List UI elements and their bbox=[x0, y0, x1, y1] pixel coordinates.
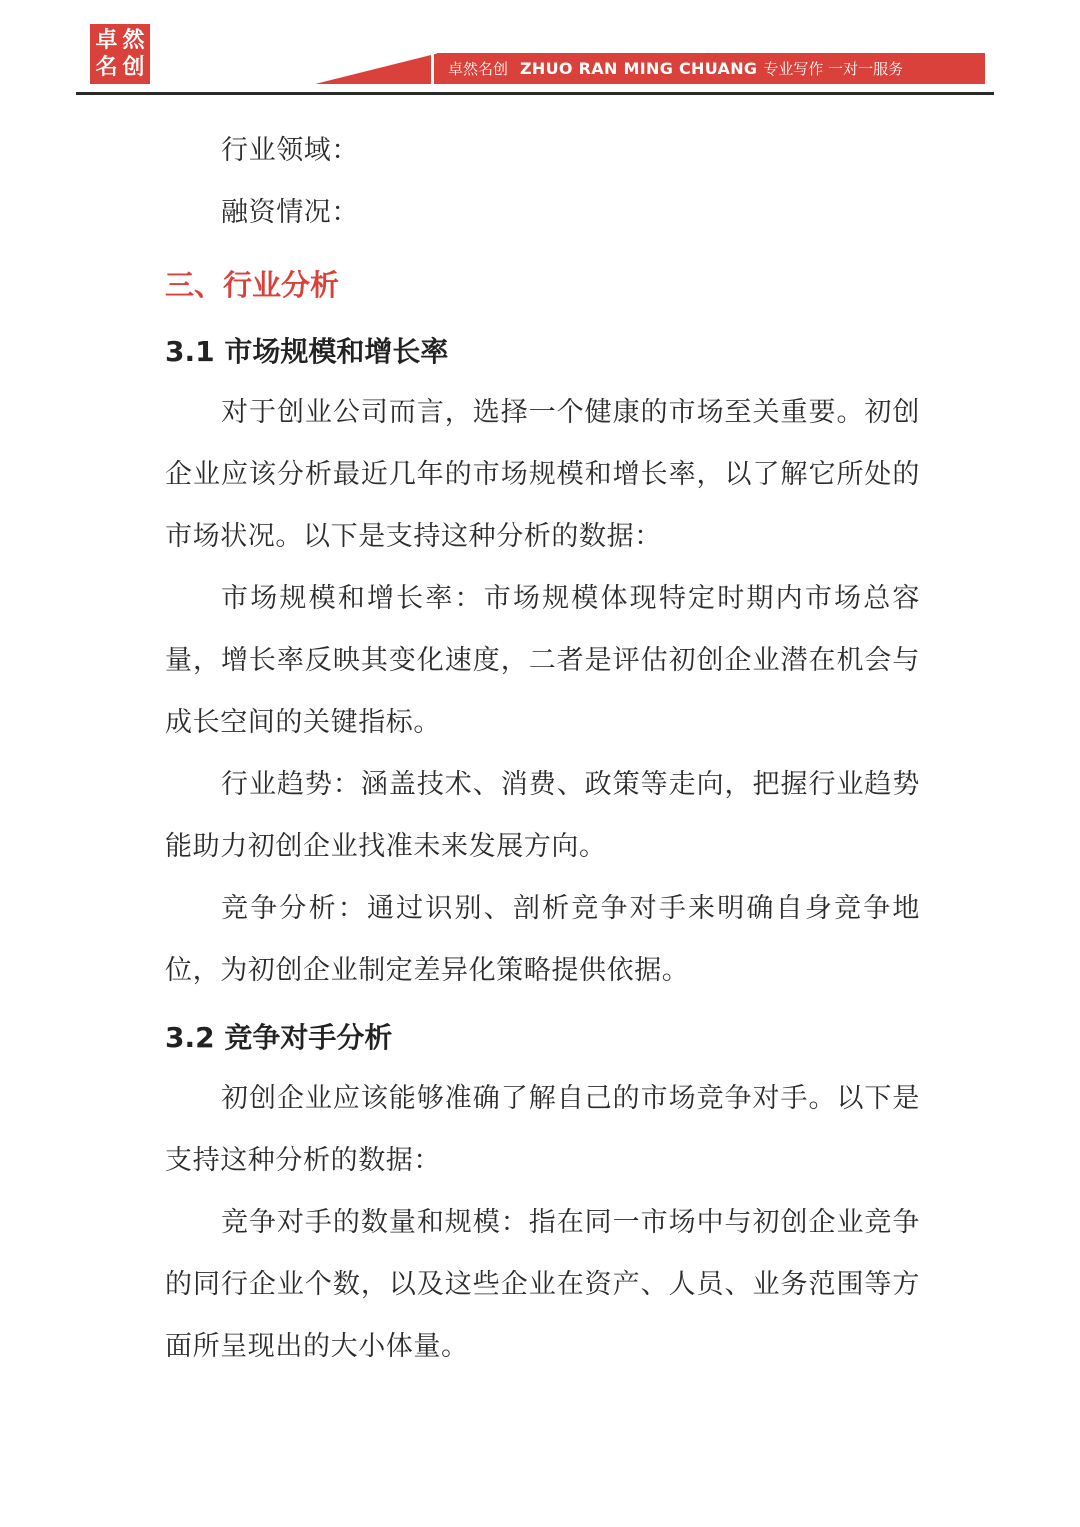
section-3-2-competitor-count: 竞争对手的数量和规模：指在同一市场中与初创企业竞争的同行企业个数，以及这些企业在资产、人员、业务范围等方面所呈现出的大小体量。 bbox=[165, 1207, 920, 1362]
section-3-2-intro: 初创企业应该能够准确了解自己的市场竞争对手。以下是支持这种分析的数据： bbox=[165, 1083, 920, 1176]
header-divider bbox=[76, 92, 994, 95]
banner-wedge-shape bbox=[315, 53, 439, 84]
section-3-heading: 三、行业分析 bbox=[165, 268, 340, 302]
logo-char: 卓 bbox=[95, 27, 118, 53]
logo-char: 创 bbox=[122, 54, 145, 80]
header-banner bbox=[437, 53, 985, 84]
document-body bbox=[165, 120, 920, 1378]
banner-brand-cn: 卓然名创 bbox=[448, 60, 509, 78]
banner-brand-en: ZHUO RAN MING CHUANG bbox=[520, 59, 758, 78]
section-3-1-market-size: 市场规模和增长率：市场规模体现特定时期内市场总容量，增长率反映其变化速度，二者是评估初创企业潜在机会与成长空间的关键指标。 bbox=[165, 583, 920, 738]
section-3-2-heading: 3.2 竞争对手分析 bbox=[165, 1021, 393, 1054]
field-financing: 融资情况： bbox=[221, 197, 359, 228]
field-industry: 行业领域： bbox=[221, 135, 359, 166]
section-3-1-industry-trend: 行业趋势：涵盖技术、消费、政策等走向，把握行业趋势能助力初创企业找准未来发展方向。 bbox=[165, 769, 920, 862]
section-3-1-competition: 竞争分析：通过识别、剖析竞争对手来明确自身竞争地位，为初创企业制定差异化策略提供依据。 bbox=[165, 893, 920, 986]
banner-divider bbox=[431, 53, 434, 84]
logo-char: 然 bbox=[122, 27, 145, 53]
section-3-1-intro: 对于创业公司而言，选择一个健康的市场至关重要。初创企业应该分析最近几年的市场规模和增长率，以了解它所处的市场状况。以下是支持这种分析的数据： bbox=[165, 397, 920, 552]
logo-char: 名 bbox=[95, 54, 118, 80]
section-3-1-heading: 3.1 市场规模和增长率 bbox=[165, 335, 449, 368]
brand-logo bbox=[90, 24, 150, 84]
banner-slogan: 专业写作 一对一服务 bbox=[763, 60, 904, 78]
banner-wedge bbox=[315, 52, 439, 85]
